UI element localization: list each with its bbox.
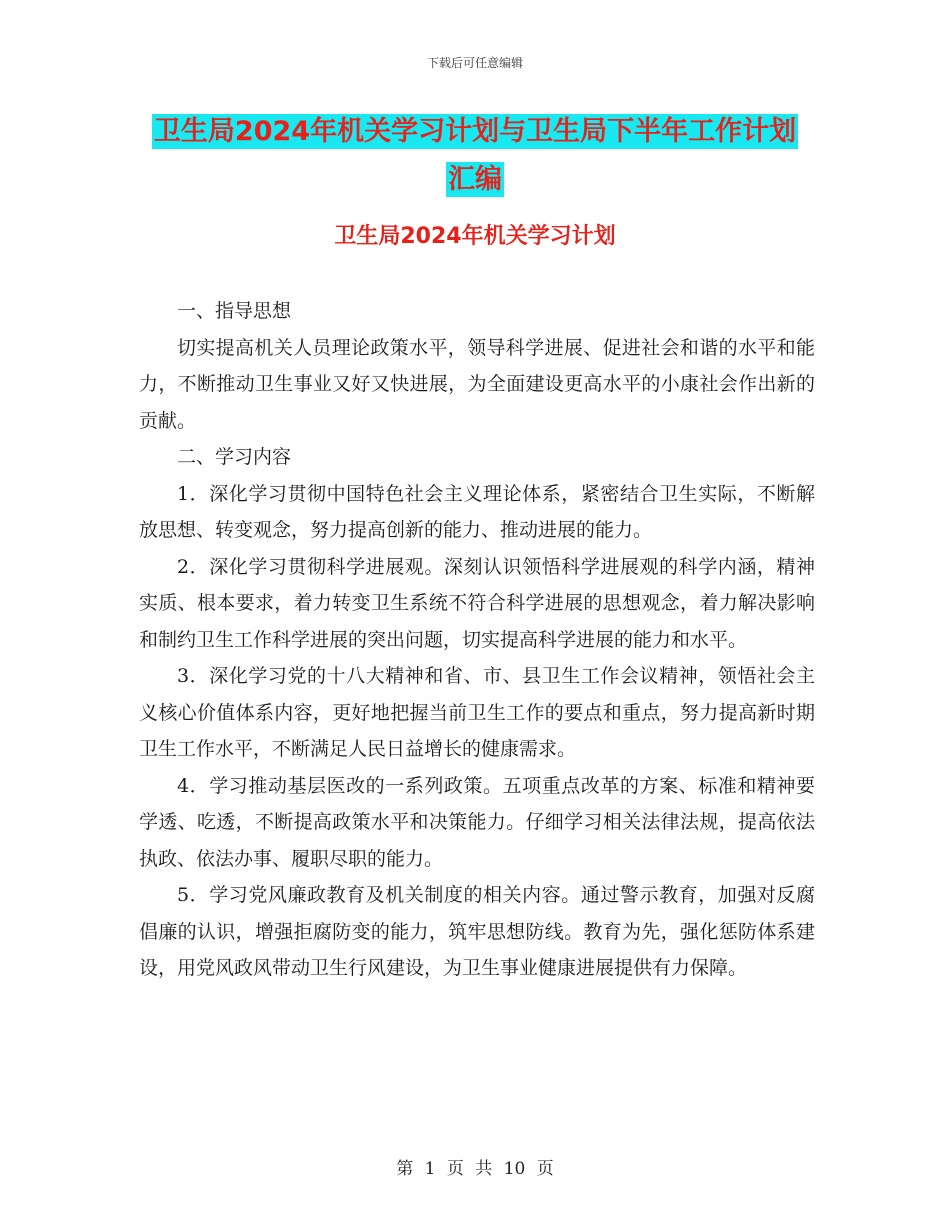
document-title-line-2: 汇编 (448, 164, 502, 195)
list-item: 1．深化学习贯彻中国特色社会主义理论体系，紧密结合卫生实际，不断解放思想、转变观念，努力提高创新的能力、推动进展的能力。 (139, 482, 815, 541)
document-body (139, 293, 815, 987)
document-title (0, 108, 950, 204)
document-title-line-1: 卫生局2024年机关学习计划与卫生局下半年工作计划 (153, 116, 797, 147)
page-header-note: 下载后可任意编辑 (426, 56, 523, 70)
list-item: 5．学习党风廉政教育及机关制度的相关内容。通过警示教育，加强对反腐倡廉的认识，增强拒腐防变的能力，筑牢思想防线。教育为先，强化惩防体系建设，用党风政风带动卫生行风建设，为卫生事业健康进展提供有力保障。 (139, 884, 815, 979)
list-item: 4．学习推动基层医改的一系列政策。五项重点改革的方案、标准和精神要学透、吃透，不断提高政策水平和决策能力。仔细学习相关法律法规，提高依法执政、依法办事、履职尽职的能力。 (139, 774, 815, 870)
list-item: 3．深化学习党的十八大精神和省、市、县卫生工作会议精神，领悟社会主义核心价值体系内容，更好地把握当前卫生工作的要点和重点，努力提高新时期卫生工作水平，不断满足人民日益增长的健康需求。 (139, 665, 815, 760)
paragraph: 切实提高机关人员理论政策水平，领导科学进展、促进社会和谐的水平和能力，不断推动卫生事业又好又快进展，为全面建设更高水平的小康社会作出新的贡献。 (139, 336, 815, 432)
heading-learning-content: 二、学习内容 (177, 446, 292, 468)
list-item: 2．深化学习贯彻科学进展观。深刻认识领悟科学进展观的科学内涵，精神实质、根本要求，着力转变卫生系统不符合科学进展的思想观念，着力解决影响和制约卫生工作科学进展的突出问题，切实提高科学进展的能力和水平。 (139, 555, 815, 651)
page-number-footer: 第 1 页 共 10 页 (396, 1159, 554, 1179)
heading-guiding-ideology: 一、指导思想 (177, 300, 292, 322)
section-title: 卫生局2024年机关学习计划 (334, 224, 616, 249)
